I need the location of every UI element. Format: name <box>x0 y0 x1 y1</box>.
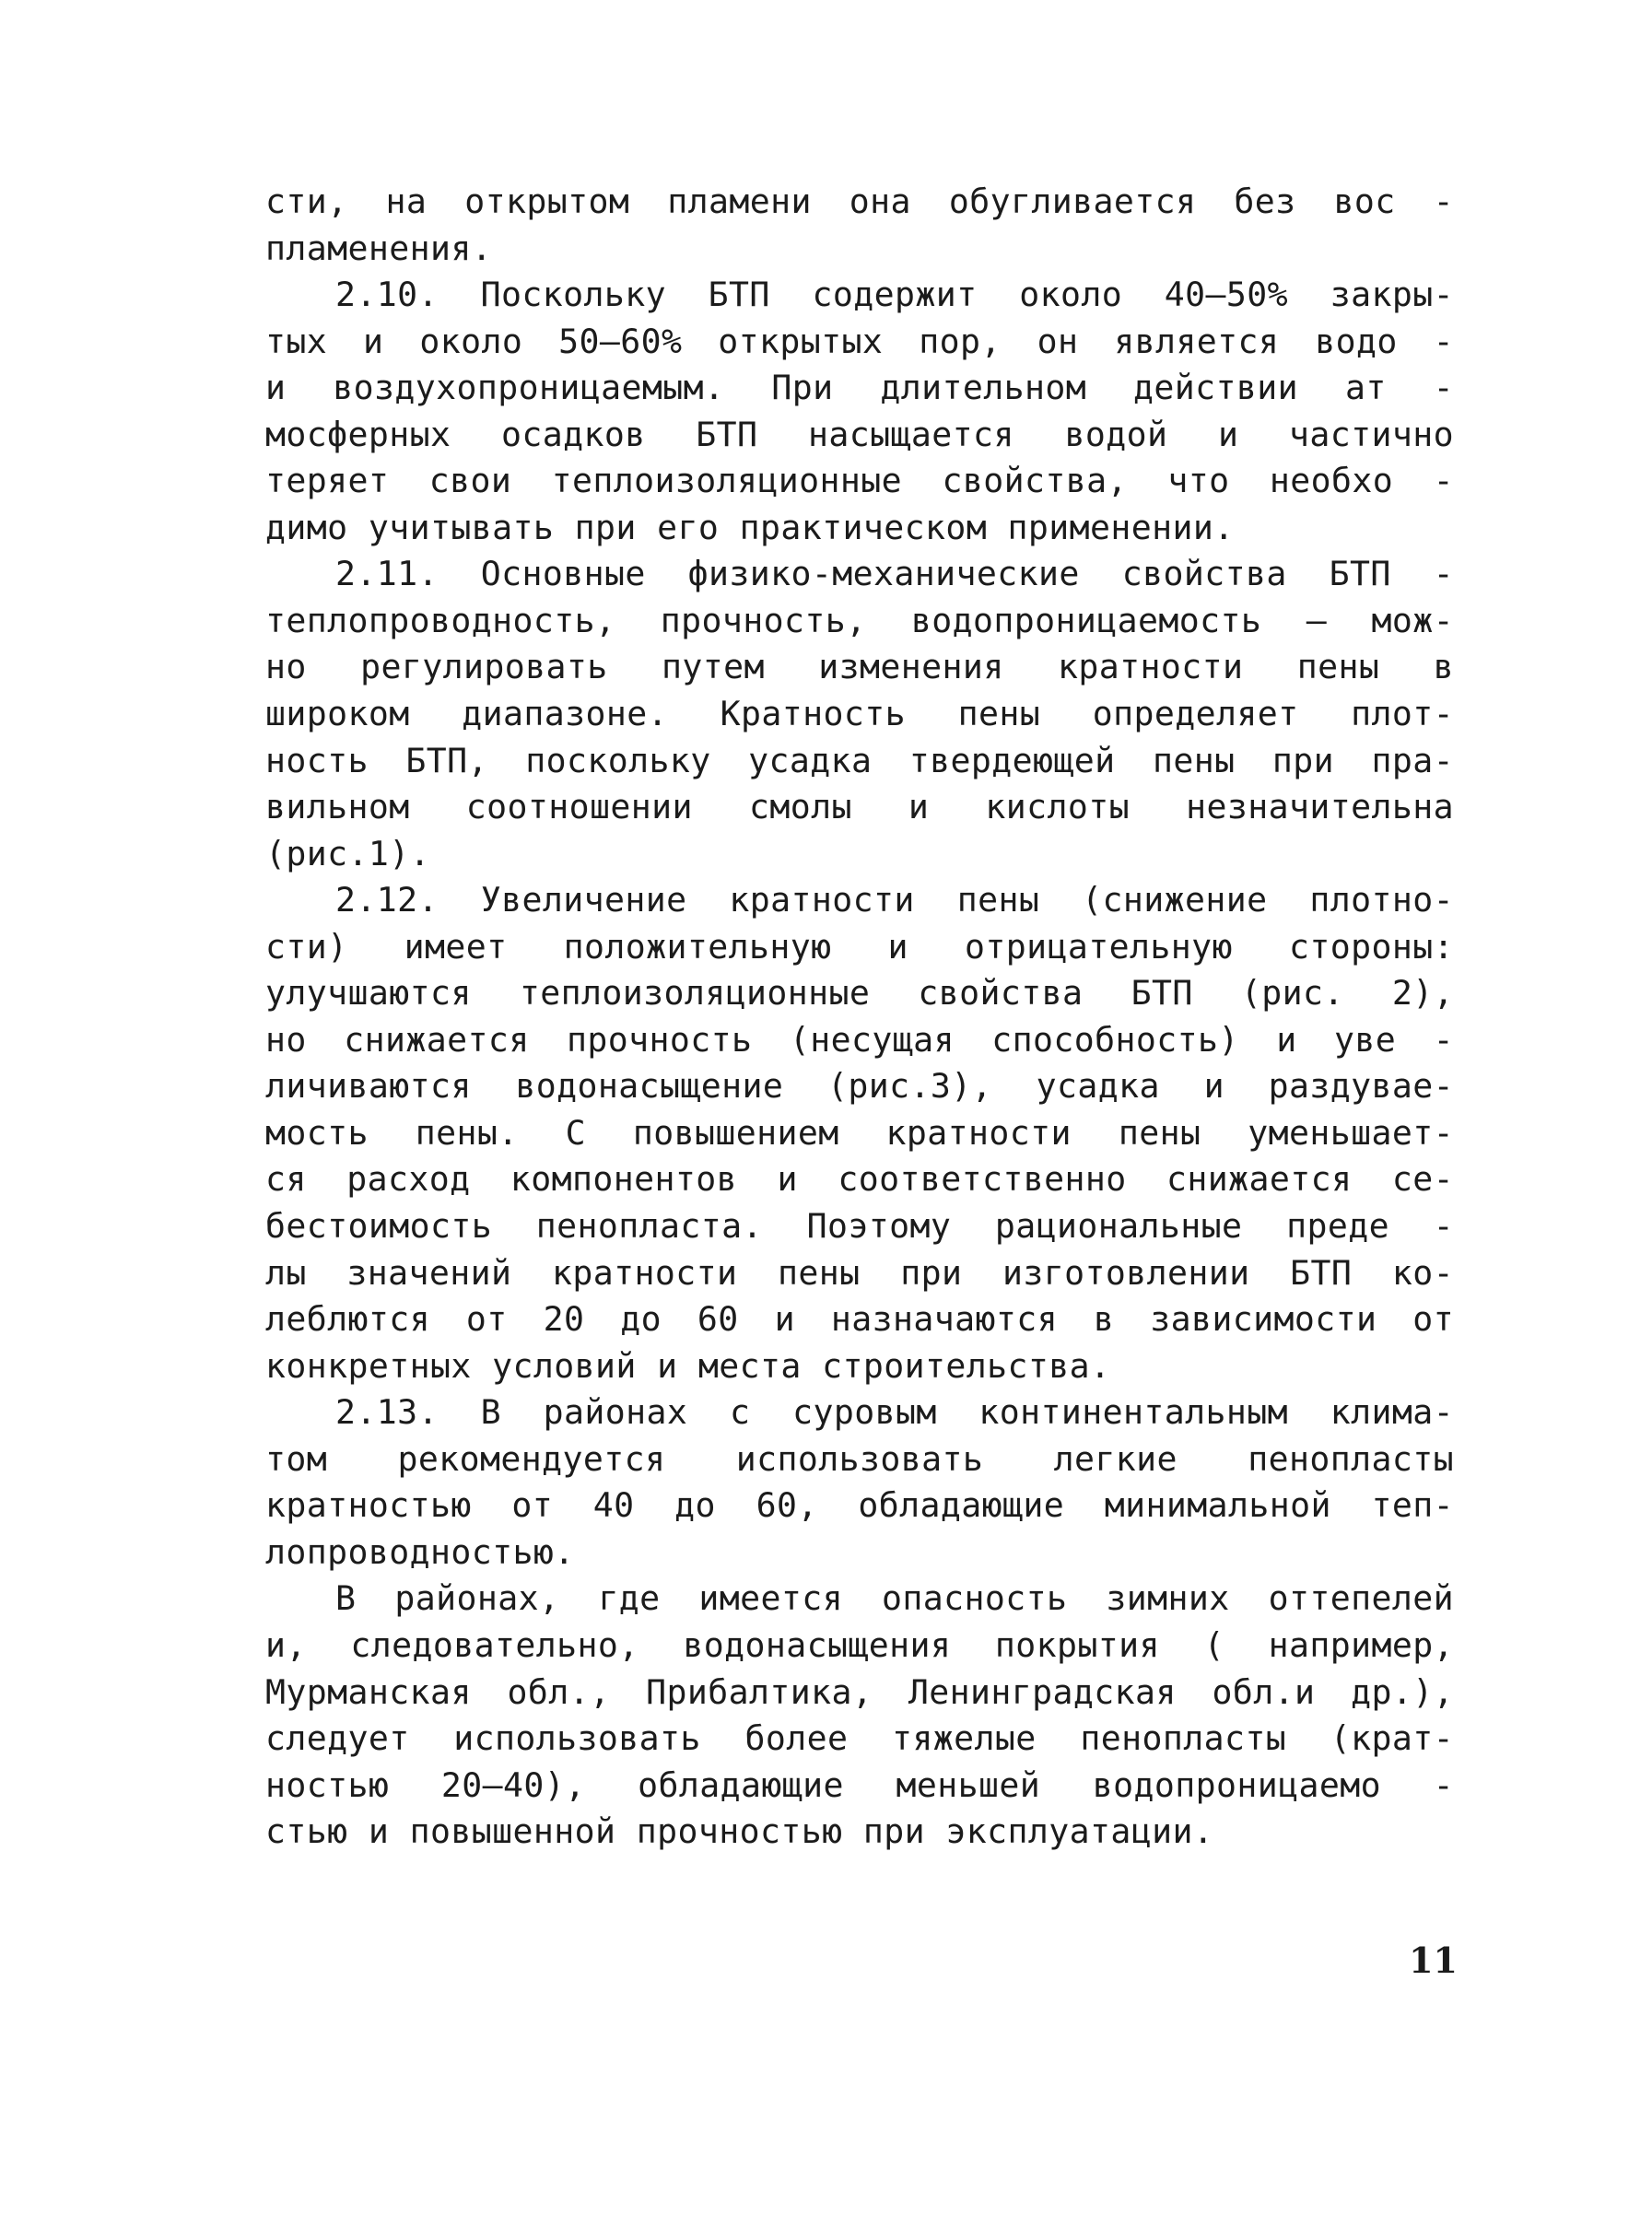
page-number: 11 <box>1409 1940 1458 1981</box>
text-line: ся расход компонентов и соответственно снижается се- <box>265 1159 1454 1200</box>
text-line: мость пены. С повышением кратности пены уменьшает- <box>265 1112 1454 1153</box>
text-line: ность БТП, поскольку усадка твердеющей пены при пра- <box>265 740 1454 780</box>
text-line: мосферных осадков БТП насыщается водой и частично <box>265 414 1454 454</box>
text-line: бестоимость пенопласта. Поэтому рациональные преде - <box>265 1206 1454 1247</box>
text-line: сти, на открытом пламени она обугливается без вос - <box>265 182 1454 221</box>
text-line: леблются от 20 до 60 и назначаются в зависимости от <box>265 1299 1454 1340</box>
text-line: тых и около 50–60% открытых пор, он является водо - <box>265 321 1454 361</box>
text-line: но регулировать путем изменения кратности пены в <box>265 647 1454 687</box>
paragraph-first-line: В районах, где имеется опасность зимних оттепелей <box>335 1578 1454 1619</box>
text-line: вильном соотношении смолы и кислоты незначительна <box>265 787 1454 827</box>
paragraph-2-11-first-line: 2.11. Основные физико-механические свойства БТП - <box>335 554 1454 594</box>
text-line: Мурманская обл., Прибалтика, Ленинградская обл.и др.), <box>265 1671 1454 1712</box>
paragraph-2-12-first-line: 2.12. Увеличение кратности пены (снижение плотно- <box>335 880 1454 920</box>
text-line: теряет свои теплоизоляционные свойства, что необхо - <box>265 461 1454 501</box>
text-line: но снижается прочность (несущая способность) и уве - <box>265 1019 1454 1060</box>
body-text <box>265 179 1454 1856</box>
text-line: и воздухопроницаемым. При длительном действии ат - <box>265 368 1454 408</box>
text-line: лопроводностью. <box>265 1531 575 1572</box>
text-line: стью и повышенной прочностью при эксплуатации. <box>265 1811 1214 1852</box>
paragraph-2-10-first-line: 2.10. Поскольку БТП содержит около 40–50% закры- <box>335 275 1454 315</box>
text-line: том рекомендуется использовать легкие пенопласты <box>265 1438 1454 1479</box>
paragraph-2-13-first-line: 2.13. В районах с суровым континентальным клима- <box>335 1392 1454 1433</box>
text-line: ностью 20–40), обладающие меньшей водопроницаемо - <box>265 1764 1454 1805</box>
text-line: сти) имеет положительную и отрицательную стороны: <box>265 926 1454 967</box>
text-line: следует использовать более тяжелые пенопласты (крат- <box>265 1718 1454 1759</box>
text-line: улучшаются теплоизоляционные свойства БТП (рис. 2), <box>265 973 1454 1014</box>
text-line: димо учитывать при его практическом применении. <box>265 507 1235 547</box>
text-line: лы значений кратности пены при изготовлении БТП ко- <box>265 1252 1454 1293</box>
text-line: пламенения. <box>265 228 493 268</box>
text-line: (рис.1). <box>265 833 430 873</box>
text-line: личиваются водонасыщение (рис.3), усадка и раздувае- <box>265 1066 1454 1107</box>
text-line: широком диапазоне. Кратность пены определяет плот- <box>265 694 1454 734</box>
text-line: кратностью от 40 до 60, обладающие минимальной теп- <box>265 1485 1454 1526</box>
text-line: теплопроводность, прочность, водопроницаемость – мож- <box>265 600 1454 640</box>
text-line: конкретных условий и места строительства. <box>265 1345 1111 1386</box>
text-line: и, следовательно, водонасыщения покрытия ( например, <box>265 1624 1454 1665</box>
